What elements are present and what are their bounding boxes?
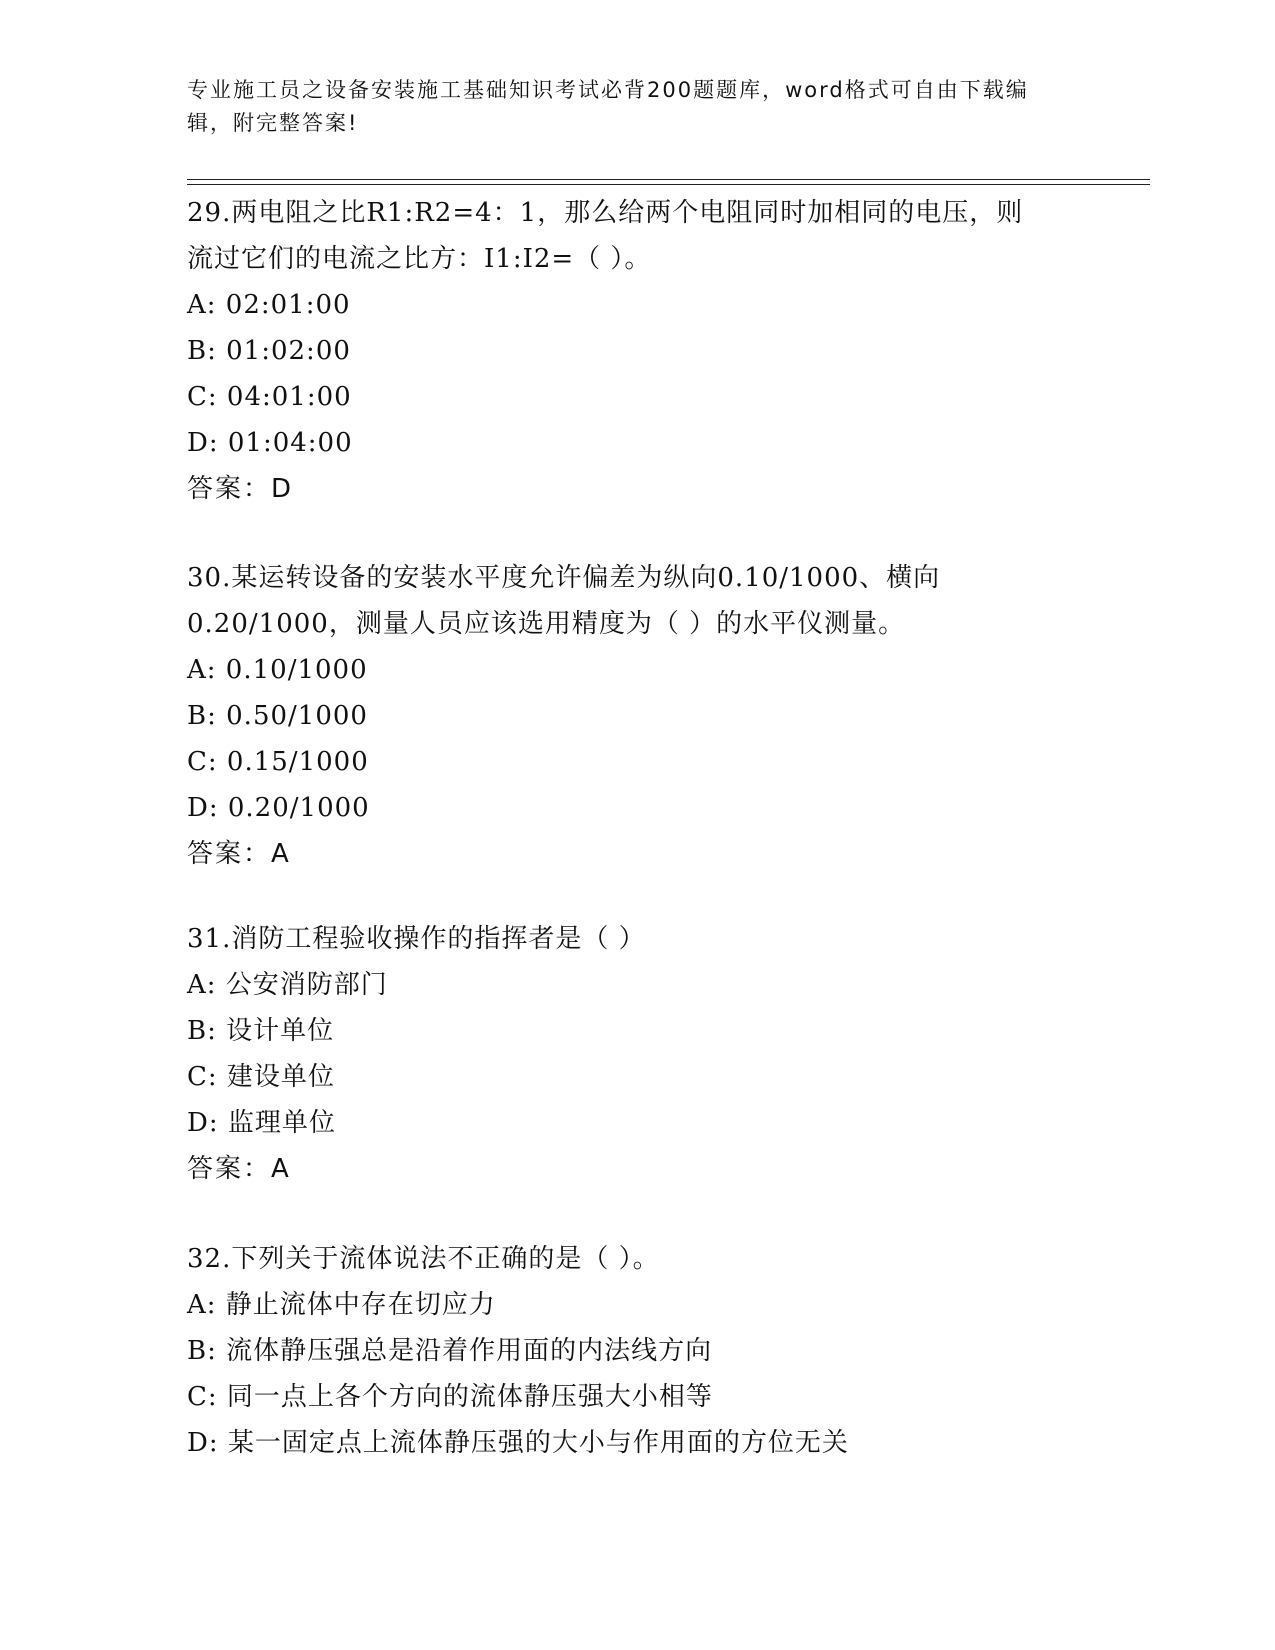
option-c: C: 0.15/1000 bbox=[187, 747, 369, 777]
question-stem: 31.消防工程验收操作的指挥者是（ ） bbox=[187, 924, 646, 954]
answer-label: 答案：D bbox=[187, 474, 294, 504]
option-d: D: 监理单位 bbox=[187, 1108, 336, 1138]
question-stem: 30.某运转设备的安装水平度允许偏差为纵向0.10/1000、横向0.20/1000，测量人员应该选用精度为（ ）的水平仪测量。 bbox=[187, 563, 941, 639]
question-stem: 29.两电阻之比R1:R2=4：1，那么给两个电阻同时加相同的电压，则流过它们的电流之比方：I1:I2=（ ）。 bbox=[187, 198, 1024, 274]
option-a: A: 静止流体中存在切应力 bbox=[187, 1290, 496, 1320]
question-30 bbox=[187, 555, 1087, 877]
answer-label: 答案：A bbox=[187, 839, 291, 869]
option-b: B: 流体静压强总是沿着作用面的内法线方向 bbox=[187, 1336, 713, 1366]
option-a: A: 0.10/1000 bbox=[187, 655, 368, 685]
answer-label: 答案：A bbox=[187, 1154, 291, 1184]
question-29 bbox=[187, 190, 1087, 512]
option-c: C: 同一点上各个方向的流体静压强大小相等 bbox=[187, 1382, 713, 1412]
option-d: D: 01:04:00 bbox=[187, 428, 353, 458]
option-c: C: 04:01:00 bbox=[187, 382, 352, 412]
option-b: B: 0.50/1000 bbox=[187, 701, 368, 731]
document-header: 专业施工员之设备安装施工基础知识考试必背200题题库，word格式可自由下载编辑，附完整答案! bbox=[187, 78, 1029, 135]
option-a: A: 公安消防部门 bbox=[187, 970, 388, 1000]
option-c: C: 建设单位 bbox=[187, 1062, 335, 1092]
header-divider bbox=[187, 179, 1150, 180]
option-b: B: 设计单位 bbox=[187, 1016, 335, 1046]
option-d: D: 0.20/1000 bbox=[187, 793, 370, 823]
question-stem: 32.下列关于流体说法不正确的是（ ）。 bbox=[187, 1244, 660, 1274]
option-a: A: 02:01:00 bbox=[187, 290, 351, 320]
question-31 bbox=[187, 916, 1087, 1192]
header-divider bbox=[187, 184, 1150, 185]
option-d: D: 某一固定点上流体静压强的大小与作用面的方位无关 bbox=[187, 1428, 849, 1458]
option-b: B: 01:02:00 bbox=[187, 336, 351, 366]
question-32 bbox=[187, 1236, 1087, 1466]
